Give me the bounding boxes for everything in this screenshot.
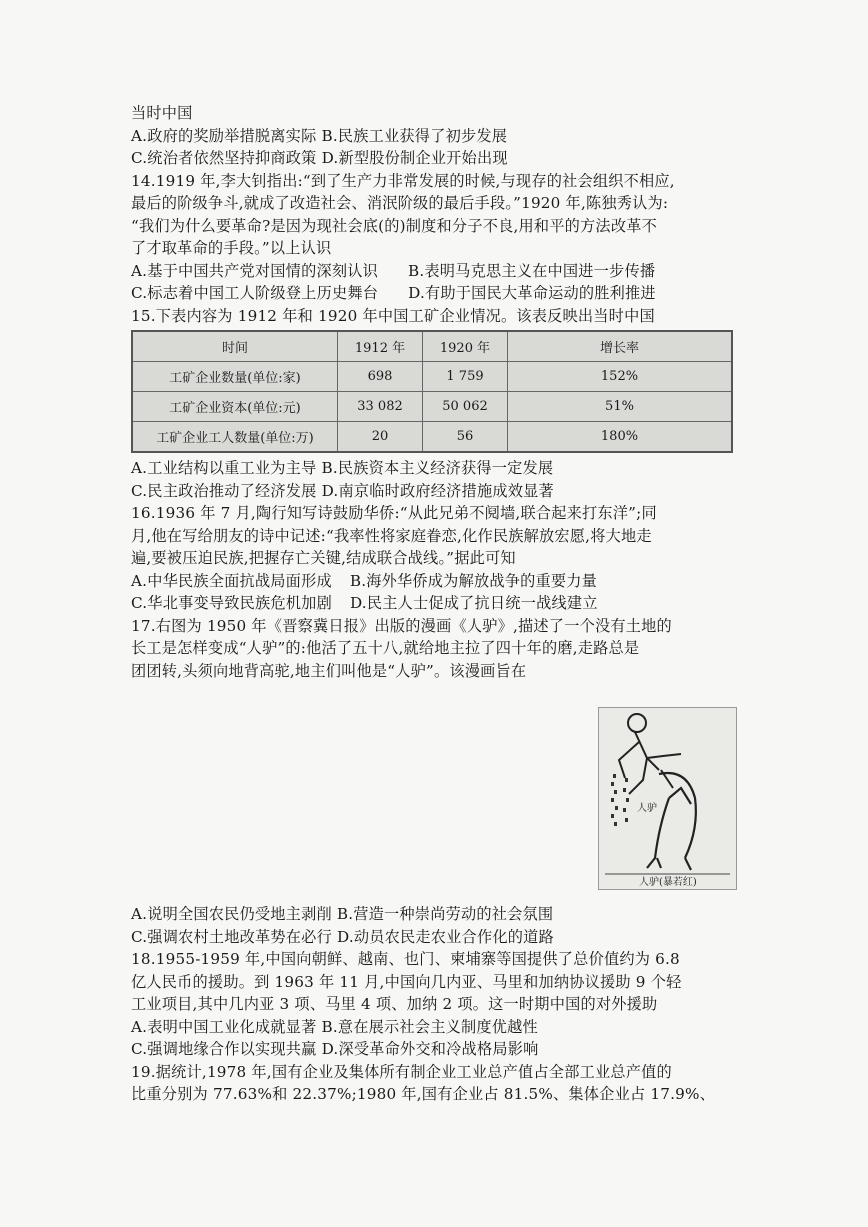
table-cell: 50 062 [423,392,508,422]
q16-option-c: C.华北事变导致民族危机加剧 [131,594,332,612]
q14-options-ab [131,260,741,283]
table-cell: 工矿企业数量(单位:家) [132,362,338,392]
enterprise-table [131,330,733,453]
table-cell: 56 [423,422,508,453]
q18-stem-3: 工业项目,其中几内亚 3 项、马里 4 项、加纳 2 项。这一时期中国的对外援助 [131,995,658,1013]
table-row [132,392,732,422]
q15-options-ab: A.工业结构以重工业为主导 B.民族资本主义经济获得一定发展 [131,459,554,477]
q14-option-c: C.标志着中国工人阶级登上历史舞台 [131,284,379,302]
q18-options-ab: A.表明中国工业化成就显著 B.意在展示社会主义制度优越性 [131,1017,538,1036]
q17-options-ab: A.说明全国农民仍受地主剥削 B.营造一种崇尚劳动的社会氛围 [131,905,554,923]
table-header-cell: 时间 [132,331,338,362]
table-cell: 152% [508,362,733,392]
cartoon-drawing [599,708,736,889]
q14-options-cd [131,282,741,305]
document-page-lower [131,903,741,1106]
q14-stem-4: 了才取革命的手段。”以上认识 [131,239,332,257]
table-cell: 工矿企业工人数量(单位:万) [132,422,338,453]
q17-stem-2: 长工是怎样变成“人驴”的:他活了五十八,就给地主拉了四十年的磨,走路总是 [131,639,640,657]
q17-stem-1: 17.右图为 1950 年《晋察冀日报》出版的漫画《人驴》,描述了一个没有土地的 [131,616,672,635]
q16-options-ab [131,570,741,593]
q18-stem-2: 亿人民币的援助。到 1963 年 11 月,中国向几内亚、马里和加纳协议援助 9 个轻 [131,972,682,991]
q16-option-a: A.中华民族全面抗战局面形成 [131,571,332,590]
table-cell: 1 759 [423,362,508,392]
q14-option-d: D.有助于国民大革命运动的胜利推进 [408,284,656,302]
q16-options-cd [131,592,741,615]
q17-stem-3: 团团转,头须向地背高驼,地主们叫他是“人驴”。该漫画旨在 [131,661,527,680]
q17-options-cd: C.强调农村土地改革势在必行 D.动员农民走农业合作化的道路 [131,927,554,946]
q15-stem: 15.下表内容为 1912 年和 1920 年中国工矿企业情况。该表反映出当时中国 [131,306,655,325]
table-cell: 698 [338,362,423,392]
q16-stem-2: 月,他在写给朋友的诗中记述:“我率性将家庭眷恋,化作民族解放宏愿,将大地走 [131,526,652,545]
table-cell: 20 [338,422,423,453]
q13-options-ab: A.政府的奖励举措脱离实际 B.民族工业获得了初步发展 [131,126,508,145]
table-row [132,362,732,392]
table-header-cell: 增长率 [508,331,733,362]
q18-stem-1: 18.1955-1959 年,中国向朝鲜、越南、也门、柬埔寨等国提供了总价值约为 6.8 [131,950,680,968]
q14-stem-3: “我们为什么要革命?是因为现社会底(的)制度和分子不良,用和平的方法改革不 [131,216,657,235]
text-line: 当时中国 [131,104,193,122]
table-cell: 工矿企业资本(单位:元) [132,392,338,422]
q14-stem-2: 最后的阶级争斗,就成了改造社会、消泯阶级的最后手段。”1920 年,陈独秀认为: [131,194,669,212]
table-header-cell: 1912 年 [338,331,423,362]
q16-option-d: D.民主人士促成了抗日统一战线建立 [349,594,598,612]
table-cell: 51% [508,392,733,422]
document-page [131,102,741,682]
q19-stem-2: 比重分别为 77.63%和 22.37%;1980 年,国有企业占 81.5%、集体企业占 17.9%、 [131,1085,716,1103]
q15-options-cd: C.民主政治推动了经济发展 D.南京临时政府经济措施成效显著 [131,481,554,500]
q14-option-b: B.表明马克思主义在中国进一步传播 [408,261,656,280]
q18-options-cd: C.强调地缘合作以实现共赢 D.深受革命外交和冷战格局影响 [131,1040,539,1058]
q16-stem-3: 遍,要被压迫民族,把握存亡关键,结成联合战线。”据此可知 [131,549,516,567]
cartoon-label: 人驴 [637,803,657,814]
q16-option-b: B.海外华侨成为解放战争的重要力量 [349,571,598,590]
table-row [132,422,732,453]
table-cell: 180% [508,422,733,453]
table-header-row [132,331,732,362]
table-cell: 33 082 [338,392,423,422]
q13-options-cd: C.统治者依然坚持抑商政策 D.新型股份制企业开始出现 [131,149,508,167]
q14-option-a: A.基于中国共产党对国情的深刻认识 [131,261,379,280]
table-header-cell: 1920 年 [423,331,508,362]
cartoon-caption: 人驴(暴若红) [639,877,697,888]
q16-stem-1: 16.1936 年 7 月,陶行知写诗鼓励华侨:“从此兄弟不阋墙,联合起来打东洋”;同 [131,504,657,522]
q14-stem-1: 14.1919 年,李大钊指出:“到了生产力非常发展的时候,与现存的社会组织不相应, [131,171,675,190]
q19-stem-1: 19.据统计,1978 年,国有企业及集体所有制企业工业总产值占全部工业总产值的 [131,1062,672,1081]
cartoon-image [598,707,737,890]
